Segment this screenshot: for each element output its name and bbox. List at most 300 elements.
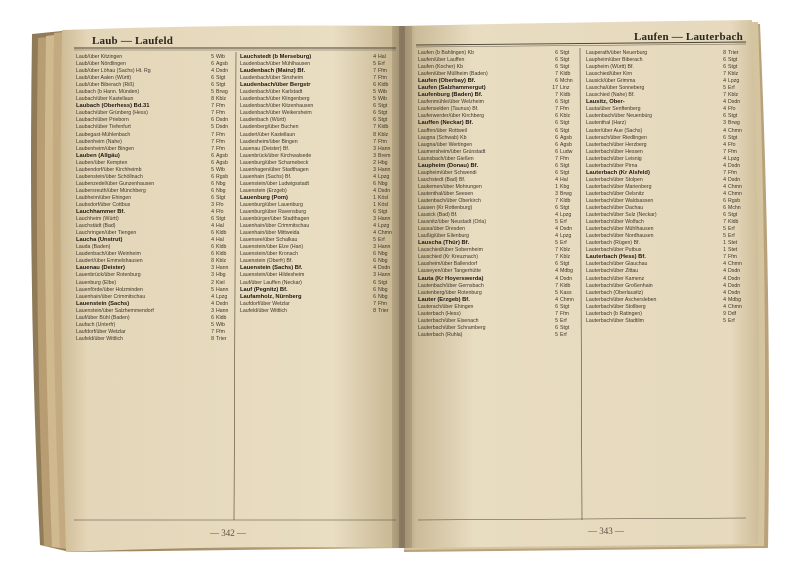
entry-place-name: Laumersheim/über Grünstadt bbox=[418, 148, 486, 155]
entry-place-name: Lauchheim (Württ) bbox=[76, 216, 119, 223]
entry-district-code: Erf bbox=[728, 233, 735, 240]
entry-zone-number: 4 bbox=[373, 187, 376, 194]
directory-entry bbox=[240, 54, 394, 61]
left-column-2 bbox=[240, 54, 394, 516]
entry-district-code: Ffm bbox=[378, 75, 387, 82]
directory-entry bbox=[76, 322, 232, 329]
entry-district-code: Hann bbox=[378, 272, 391, 279]
entry-district-code: Chmn bbox=[728, 190, 742, 197]
entry-place-name: Laubach/über Grünberg (Hess) bbox=[76, 110, 148, 117]
entry-district-code: Erf bbox=[560, 219, 567, 226]
directory-entry bbox=[586, 233, 744, 240]
entry-place-name: Lauenbürger/über Stadthagen bbox=[240, 216, 310, 223]
directory-entry bbox=[418, 50, 576, 57]
directory-entry bbox=[586, 50, 744, 57]
directory-entry bbox=[240, 96, 394, 103]
entry-zone-number: 6 bbox=[555, 134, 558, 141]
entry-zone-number: 4 bbox=[723, 303, 726, 310]
directory-entry bbox=[418, 128, 576, 135]
directory-entry bbox=[240, 160, 394, 167]
directory-entry bbox=[240, 258, 394, 265]
entry-district-code: Ludw bbox=[560, 148, 573, 155]
entry-zone-number: 4 bbox=[555, 296, 558, 303]
directory-entry bbox=[586, 304, 744, 311]
entry-place-name: Laukemen/über Mohrungen bbox=[418, 183, 482, 190]
entry-district-code: Stgt bbox=[560, 50, 570, 56]
entry-place-name: Laufen (Oberbay) Bf. bbox=[418, 78, 476, 85]
entry-place-name: Lauter/über Aue (Sachs) bbox=[586, 127, 643, 134]
directory-entry bbox=[586, 149, 744, 156]
directory-entry bbox=[76, 251, 232, 258]
entry-district-code: Chmn bbox=[728, 261, 742, 268]
entry-zone-number: 4 bbox=[723, 261, 726, 268]
entry-zone-number: 6 bbox=[211, 180, 214, 187]
entry-district-code: Dsdn bbox=[728, 99, 741, 106]
entry-zone-number: 8 bbox=[723, 50, 726, 56]
entry-zone-number: 5 bbox=[211, 124, 214, 131]
directory-entry bbox=[586, 135, 744, 142]
entry-district-code: Dsdn bbox=[728, 289, 741, 296]
entry-zone-number: 6 bbox=[373, 286, 376, 293]
directory-entry bbox=[586, 142, 744, 149]
entry-district-code: Dsdn bbox=[728, 162, 741, 169]
entry-district-code: Hal bbox=[216, 237, 224, 244]
directory-entry bbox=[586, 113, 744, 120]
entry-district-code: Erf bbox=[378, 61, 385, 68]
directory-entry bbox=[240, 202, 394, 209]
entry-district-code: Dsdn bbox=[728, 275, 741, 282]
entry-place-name: Lauterbach (Hess) Bf. bbox=[586, 254, 646, 261]
entry-place-name: Lauterbach/über Großenhain bbox=[586, 282, 653, 289]
directory-entry bbox=[76, 287, 232, 294]
entry-place-name: Lauterbach/über Kamenz bbox=[586, 275, 645, 282]
directory-entry bbox=[76, 272, 232, 279]
entry-place-name: Lauenstein (Sachs) Bf. bbox=[240, 265, 303, 272]
entry-place-name: Lauterbach/über Nordhausen bbox=[586, 233, 654, 240]
directory-entry bbox=[418, 135, 576, 142]
directory-entry bbox=[586, 64, 744, 71]
directory-entry bbox=[418, 205, 576, 212]
entry-zone-number: 4 bbox=[211, 209, 214, 216]
entry-district-code: Agsb bbox=[560, 134, 572, 141]
entry-place-name: Laubach/über Tiefenfurt bbox=[76, 124, 131, 131]
entry-district-code: Lpzg bbox=[560, 212, 572, 219]
entry-zone-number: 7 bbox=[555, 254, 558, 261]
entry-place-name: Lauenstein (Erzgeb) bbox=[240, 187, 287, 194]
entry-place-name: Lauterach/über Riedlingen bbox=[586, 134, 647, 141]
entry-district-code: Dsdn bbox=[560, 275, 573, 282]
entry-district-code: Lpzg bbox=[378, 173, 390, 180]
entry-zone-number: 4 bbox=[723, 183, 726, 190]
entry-zone-number: 1 bbox=[723, 240, 726, 247]
entry-zone-number: 7 bbox=[211, 328, 214, 335]
entry-place-name: Laub/über Löhau (Sachs) Ht. Rg bbox=[76, 68, 151, 75]
entry-place-name: Lautenthal/über Seesen bbox=[418, 190, 474, 197]
entry-district-code: Stgt bbox=[728, 212, 738, 219]
entry-district-code: Chmn bbox=[728, 127, 742, 134]
directory-entry bbox=[240, 244, 394, 251]
entry-district-code: Mdbg bbox=[728, 296, 741, 303]
entry-place-name: Laubegast-Mühlenbach bbox=[76, 131, 131, 138]
right-column-2 bbox=[586, 50, 744, 516]
entry-district-code: Hbg bbox=[378, 159, 388, 166]
entry-place-name: Lauschied (Nahe) Bf. bbox=[586, 92, 635, 99]
entry-district-code: Dsdn bbox=[216, 124, 229, 131]
right-page-number: — 343 — bbox=[588, 526, 624, 536]
entry-place-name: Laubenheim (Nahe) bbox=[76, 138, 122, 145]
entry-zone-number: 6 bbox=[211, 159, 214, 166]
entry-place-name: Laudenbach (Mainz) Bf. bbox=[240, 68, 306, 75]
entry-district-code: Erf bbox=[560, 240, 567, 247]
entry-zone-number: 8 bbox=[373, 307, 376, 314]
directory-entry bbox=[586, 290, 744, 297]
entry-zone-number: 6 bbox=[723, 197, 726, 204]
entry-zone-number: 5 bbox=[373, 89, 376, 96]
entry-zone-number: 4 bbox=[723, 78, 726, 85]
entry-zone-number: 4 bbox=[555, 275, 558, 282]
entry-district-code: Kiel bbox=[216, 279, 225, 286]
entry-place-name: Lauterbach/über Eisenach bbox=[418, 317, 479, 324]
entry-zone-number: 6 bbox=[723, 134, 726, 141]
entry-zone-number: 3 bbox=[555, 190, 558, 197]
entry-district-code: Ddf bbox=[728, 310, 737, 317]
entry-district-code: Kldb bbox=[216, 230, 227, 237]
entry-district-code: Rgsb bbox=[728, 197, 741, 204]
directory-entry bbox=[240, 110, 394, 117]
directory-entry bbox=[586, 318, 744, 325]
directory-entry bbox=[418, 106, 576, 113]
entry-zone-number: 3 bbox=[211, 307, 214, 314]
entry-zone-number: 7 bbox=[555, 92, 558, 99]
entry-zone-number: 6 bbox=[373, 180, 376, 187]
directory-entry bbox=[240, 82, 394, 89]
entry-zone-number: 5 bbox=[373, 96, 376, 103]
entry-place-name: Lautenbach/über Neuenbürg bbox=[586, 113, 653, 120]
entry-zone-number: 5 bbox=[211, 89, 214, 96]
directory-entry bbox=[418, 318, 576, 325]
entry-place-name: Laudenbach/über Bergstr bbox=[240, 82, 311, 89]
directory-entry bbox=[418, 92, 576, 99]
entry-zone-number: 6 bbox=[211, 75, 214, 82]
entry-place-name: Laufenselden (Taunus) Bf. bbox=[418, 106, 479, 113]
entry-place-name: Lauschied (Kr Kreuznach) bbox=[418, 254, 478, 261]
entry-district-code: Kblz bbox=[216, 258, 227, 265]
entry-zone-number: 4 bbox=[723, 162, 726, 169]
entry-place-name: Lauenburg (Pom) bbox=[240, 194, 288, 201]
entry-place-name: Lauenhain/über Mittweida bbox=[240, 230, 300, 237]
entry-place-name: Laufenburg (Baden) Bf. bbox=[418, 92, 483, 99]
entry-zone-number: 4 bbox=[555, 268, 558, 275]
directory-entry bbox=[76, 188, 232, 195]
entry-district-code: Ffm bbox=[216, 328, 225, 335]
directory-entry bbox=[586, 247, 744, 254]
entry-place-name: Lauenstein/über Hildesheim bbox=[240, 272, 305, 279]
entry-place-name: Lauchhammer Bf. bbox=[76, 209, 125, 216]
entry-district-code: Kldb bbox=[378, 124, 389, 131]
directory-entry bbox=[240, 195, 394, 202]
directory-entry bbox=[418, 311, 576, 318]
entry-zone-number: 2 bbox=[373, 159, 376, 166]
directory-entry bbox=[586, 219, 744, 226]
entry-place-name: Lauffen (Neckar) Bf. bbox=[418, 120, 474, 127]
entry-zone-number: 7 bbox=[373, 138, 376, 145]
entry-zone-number: 7 bbox=[555, 282, 558, 289]
directory-entry bbox=[418, 212, 576, 219]
entry-zone-number: 6 bbox=[555, 64, 558, 71]
directory-entry bbox=[76, 329, 232, 336]
directory-entry bbox=[586, 57, 744, 64]
entry-zone-number: 5 bbox=[555, 240, 558, 247]
directory-entry bbox=[586, 184, 744, 191]
entry-district-code: Trier bbox=[378, 307, 389, 314]
directory-entry bbox=[418, 184, 576, 191]
entry-place-name: Laudenbach/über Klingenberg bbox=[240, 96, 310, 103]
directory-entry bbox=[418, 149, 576, 156]
directory-entry bbox=[418, 226, 576, 233]
directory-entry bbox=[76, 75, 232, 82]
entry-place-name: Lauterbach/über Wolfach bbox=[586, 219, 644, 226]
entry-place-name: Lautenthal (Harz) bbox=[586, 120, 627, 127]
entry-place-name: Laudenbach/über Sinsheim bbox=[240, 75, 304, 82]
entry-district-code: Nbg bbox=[378, 286, 388, 293]
entry-zone-number: 4 bbox=[373, 173, 376, 180]
entry-place-name: Laufen (Kocher) Kb bbox=[418, 64, 463, 71]
entry-district-code: Kblz bbox=[560, 254, 571, 261]
entry-district-code: Ffo bbox=[728, 106, 736, 113]
entry-place-name: Laubendorf/über Kirchheimb bbox=[76, 166, 142, 173]
entry-district-code: Agsb bbox=[560, 141, 572, 148]
entry-zone-number: 6 bbox=[555, 50, 558, 56]
entry-place-name: Laub/über Biberach (Riß) bbox=[76, 82, 135, 89]
entry-zone-number: 6 bbox=[373, 293, 376, 300]
entry-district-code: Erf bbox=[560, 317, 567, 324]
entry-district-code: Nbg bbox=[378, 293, 388, 300]
directory-entry bbox=[418, 57, 576, 64]
entry-district-code: Ffo bbox=[216, 201, 224, 208]
entry-district-code: Wib bbox=[378, 89, 387, 96]
entry-place-name: Laudert/über Kastellaun bbox=[240, 131, 296, 138]
entry-zone-number: 3 bbox=[373, 145, 376, 152]
entry-place-name: Lauenburg/über Scharnebeck bbox=[240, 159, 309, 166]
entry-district-code: Chmn bbox=[378, 230, 392, 237]
directory-entry bbox=[76, 237, 232, 244]
entry-zone-number: 6 bbox=[211, 314, 214, 321]
entry-district-code: Stgt bbox=[216, 194, 226, 201]
entry-place-name: Lauben (Allgäu) bbox=[76, 152, 120, 159]
directory-entry bbox=[418, 304, 576, 311]
directory-entry bbox=[240, 153, 394, 160]
entry-place-name: Lauferwerder/über Kirchberg bbox=[418, 113, 485, 120]
directory-entry bbox=[418, 71, 576, 78]
entry-place-name: Laudert/über Emmelshausen bbox=[76, 258, 143, 265]
entry-place-name: Launsbach/über Gießen bbox=[418, 155, 474, 162]
directory-entry bbox=[418, 332, 576, 339]
entry-district-code: Stgt bbox=[728, 113, 738, 120]
directory-entry bbox=[586, 240, 744, 247]
entry-place-name: Lauterbach/über Dachau bbox=[586, 205, 644, 212]
entry-zone-number: 6 bbox=[373, 279, 376, 286]
directory-entry bbox=[418, 290, 576, 297]
directory-entry bbox=[240, 117, 394, 124]
entry-zone-number: 4 bbox=[723, 106, 726, 113]
entry-zone-number: 6 bbox=[373, 258, 376, 265]
entry-district-code: Nbg bbox=[378, 258, 388, 265]
entry-zone-number: 7 bbox=[373, 75, 376, 82]
entry-place-name: Lauenau (Deister) Bf. bbox=[240, 145, 290, 152]
directory-entry bbox=[240, 174, 394, 181]
entry-place-name: Lausnitz/über Neustadt (Orla) bbox=[418, 219, 487, 226]
entry-zone-number: 4 bbox=[723, 282, 726, 289]
entry-district-code: Wib bbox=[216, 54, 225, 60]
directory-entry bbox=[76, 139, 232, 146]
entry-place-name: Lauschied/über Sobernheim bbox=[418, 247, 483, 254]
entry-district-code: Ffm bbox=[378, 138, 387, 145]
entry-district-code: Kblz bbox=[378, 131, 389, 138]
entry-zone-number: 4 bbox=[555, 226, 558, 233]
directory-entry bbox=[418, 276, 576, 283]
entry-place-name: Lauta/über Senftenberg bbox=[586, 106, 641, 113]
entry-place-name: Lautenberg/über Rotenburg bbox=[418, 289, 482, 296]
entry-zone-number: 4 bbox=[373, 230, 376, 237]
entry-zone-number: 4 bbox=[723, 268, 726, 275]
entry-zone-number: 6 bbox=[555, 324, 558, 331]
directory-entry bbox=[240, 237, 394, 244]
entry-zone-number: 9 bbox=[723, 310, 726, 317]
entry-zone-number: 7 bbox=[211, 103, 214, 110]
directory-entry bbox=[76, 216, 232, 223]
entry-district-code: Kösl bbox=[378, 194, 389, 201]
entry-district-code: Kbg bbox=[560, 183, 570, 190]
directory-entry bbox=[418, 113, 576, 120]
directory-entry bbox=[586, 311, 744, 318]
entry-zone-number: 6 bbox=[373, 117, 376, 124]
entry-zone-number: 6 bbox=[723, 212, 726, 219]
entry-district-code: Hann bbox=[378, 216, 391, 223]
directory-entry bbox=[418, 268, 576, 275]
entry-place-name: Laubach (b Hann. Münden) bbox=[76, 89, 140, 96]
directory-entry bbox=[586, 297, 744, 304]
directory-entry bbox=[240, 61, 394, 68]
directory-entry bbox=[418, 283, 576, 290]
directory-entry bbox=[76, 308, 232, 315]
entry-place-name: Lauda (Baden) bbox=[76, 244, 111, 251]
entry-place-name: Lauenbrück/über Kirchwalsede bbox=[240, 152, 312, 159]
directory-entry bbox=[240, 132, 394, 139]
entry-district-code: Brem bbox=[378, 152, 391, 159]
entry-place-name: Lauterbach (Kr Alsfeld) bbox=[586, 169, 650, 176]
directory-entry bbox=[76, 202, 232, 209]
entry-place-name: Lauterbach (Hess) bbox=[418, 310, 461, 317]
directory-entry bbox=[418, 254, 576, 261]
entry-place-name: Lausitz, Ober- bbox=[586, 99, 625, 106]
entry-zone-number: 7 bbox=[723, 148, 726, 155]
entry-zone-number: 4 bbox=[211, 223, 214, 230]
entry-zone-number: 6 bbox=[373, 82, 376, 89]
entry-zone-number: 6 bbox=[555, 113, 558, 120]
directory-entry bbox=[586, 212, 744, 219]
entry-district-code: Linz bbox=[560, 85, 570, 92]
right-running-head: Laufen — Lauterbach bbox=[634, 31, 743, 43]
entry-place-name: Laudenbach/über Kitzenhausen bbox=[240, 103, 314, 110]
directory-entry bbox=[586, 128, 744, 135]
entry-zone-number: 17 bbox=[552, 85, 558, 92]
entry-zone-number: 4 bbox=[723, 127, 726, 134]
entry-district-code: Ffm bbox=[378, 68, 387, 75]
directory-entry bbox=[76, 181, 232, 188]
entry-district-code: Hann bbox=[216, 307, 229, 314]
entry-zone-number: 7 bbox=[555, 155, 558, 162]
entry-district-code: Dsdn bbox=[560, 226, 573, 233]
entry-place-name: Lauta (Kr Hoyerswerda) bbox=[418, 275, 484, 282]
directory-entry bbox=[418, 64, 576, 71]
entry-district-code: Erf bbox=[560, 331, 567, 338]
entry-district-code: Hbg bbox=[216, 272, 226, 279]
entry-district-code: Lpzg bbox=[378, 223, 390, 230]
entry-place-name: Lauf/über Lauffen (Neckar) bbox=[240, 279, 302, 286]
entry-district-code: Hann bbox=[216, 286, 229, 293]
directory-entry bbox=[76, 124, 232, 131]
entry-district-code: Hann bbox=[378, 244, 391, 251]
entry-zone-number: 7 bbox=[373, 300, 376, 307]
entry-zone-number: 5 bbox=[211, 54, 214, 60]
entry-district-code: Dsdn bbox=[378, 265, 391, 272]
entry-place-name: Lauterbach/über Schramberg bbox=[418, 324, 486, 331]
entry-district-code: Hal bbox=[378, 54, 386, 60]
entry-zone-number: 5 bbox=[723, 85, 726, 92]
entry-district-code: Wib bbox=[216, 321, 225, 328]
entry-zone-number: 6 bbox=[211, 194, 214, 201]
entry-zone-number: 4 bbox=[211, 237, 214, 244]
directory-entry bbox=[586, 198, 744, 205]
entry-district-code: Stgt bbox=[216, 216, 226, 223]
directory-entry bbox=[418, 325, 576, 332]
directory-entry bbox=[418, 297, 576, 304]
entry-district-code: Mchn bbox=[560, 78, 573, 85]
entry-place-name: Laugna/über Wertingen bbox=[418, 141, 473, 148]
entry-place-name: Lauchstädt (Bad) bbox=[76, 223, 116, 230]
entry-zone-number: 6 bbox=[211, 61, 214, 68]
entry-district-code: Ffm bbox=[216, 110, 225, 117]
entry-zone-number: 4 bbox=[723, 141, 726, 148]
entry-zone-number: 5 bbox=[723, 233, 726, 240]
directory-entry bbox=[76, 153, 232, 160]
entry-zone-number: 6 bbox=[723, 64, 726, 71]
entry-zone-number: 5 bbox=[211, 286, 214, 293]
entry-zone-number: 6 bbox=[211, 251, 214, 258]
directory-entry bbox=[76, 167, 232, 174]
entry-place-name: Laufeld/über Wittlich bbox=[76, 335, 123, 342]
directory-entry bbox=[418, 85, 576, 92]
entry-district-code: Stgt bbox=[560, 57, 570, 64]
entry-zone-number: 6 bbox=[555, 141, 558, 148]
directory-entry bbox=[586, 78, 744, 85]
entry-zone-number: 8 bbox=[211, 96, 214, 103]
entry-place-name: Lauenburg/über Ravensburg bbox=[240, 209, 307, 216]
entry-place-name: Laudenbach/über Weinheim bbox=[76, 251, 141, 258]
entry-zone-number: 3 bbox=[211, 265, 214, 272]
entry-place-name: Laubach (Oberhess) Bd.31 bbox=[76, 103, 150, 110]
entry-district-code: Kldb bbox=[560, 197, 571, 204]
entry-place-name: Lausick/über Grimma bbox=[586, 78, 636, 85]
entry-district-code: Ffm bbox=[728, 169, 737, 176]
entry-place-name: Lausen (Kr Rottenburg) bbox=[418, 205, 473, 212]
directory-entry bbox=[240, 251, 394, 258]
entry-place-name: Lauenburg (Elbe) bbox=[76, 279, 117, 286]
entry-place-name: Laudenbach (Württ) bbox=[240, 117, 286, 124]
entry-district-code: Stgt bbox=[728, 64, 738, 71]
entry-district-code: Lpzg bbox=[560, 233, 572, 240]
entry-place-name: Laudenbach/über Weikersheim bbox=[240, 110, 312, 117]
